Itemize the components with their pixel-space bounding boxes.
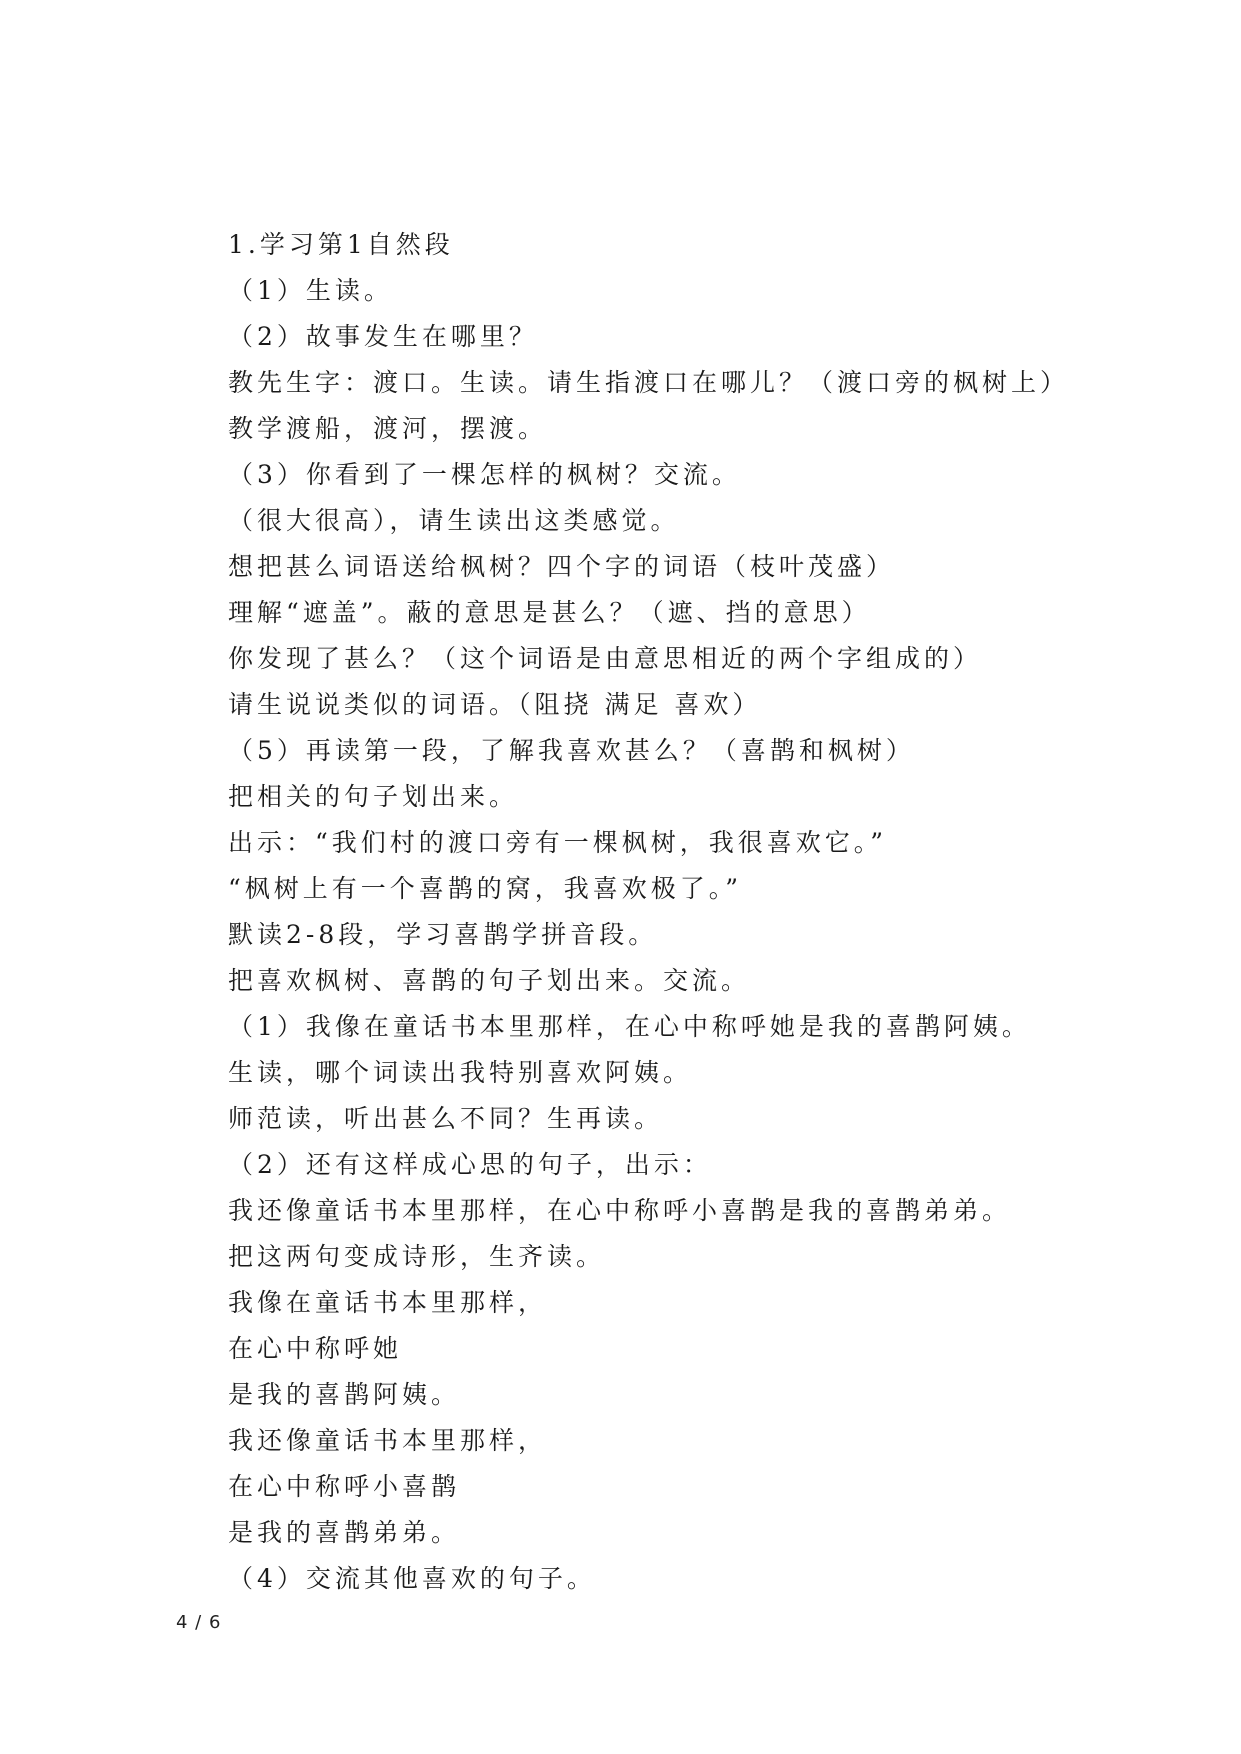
text-line: 把喜欢枫树、喜鹊的句子划出来。交流。 [228,966,751,995]
text-line: 我还像童话书本里那样，在心中称呼小喜鹊是我的喜鹊弟弟。 [228,1196,1012,1225]
text-line: 教学渡船，渡河，摆渡。 [228,414,548,443]
text-line: 师范读，听出甚么不同？生再读。 [228,1104,664,1133]
text-line: 把这两句变成诗形，生齐读。 [228,1242,606,1271]
text-line: （2）还有这样成心思的句子，出示： [228,1150,712,1179]
text-line: 想把甚么词语送给枫树？四个字的词语（枝叶茂盛） [228,552,896,581]
page-number: 4 / 6 [176,1612,222,1633]
text-line: （4）交流其他喜欢的句子。 [228,1564,596,1593]
poem-line: 我还像童话书本里那样， [228,1426,548,1455]
text-line: （2）故事发生在哪里？ [228,322,538,351]
text-line: （3）你看到了一棵怎样的枫树？交流。 [228,460,741,489]
text-line: “枫树上有一个喜鹊的窝，我喜欢极了。” [228,874,743,903]
text-line: 出示：“我们村的渡口旁有一棵枫树，我很喜欢它。” [228,828,888,857]
text-line: 默读2-8段，学习喜鹊学拼音段。 [228,920,658,949]
text-line: 把相关的句子划出来。 [228,782,519,811]
text-line: （1）生读。 [228,276,393,305]
poem-line: 在心中称呼她 [228,1334,403,1363]
text-line: 生读，哪个词读出我特别喜欢阿姨。 [228,1058,693,1087]
section-heading: 1.学习第1自然段 [228,230,454,259]
text-line: 理解“遮盖”。蔽的意思是甚么？（遮、挡的意思） [228,598,871,627]
text-line: 你发现了甚么？（这个词语是由意思相近的两个字组成的） [228,644,983,673]
text-line: （5）再读第一段，了解我喜欢甚么？（喜鹊和枫树） [228,736,915,765]
poem-line: 是我的喜鹊阿姨。 [228,1380,461,1409]
poem-line: 我像在童话书本里那样， [228,1288,548,1317]
text-line: （很大很高），请生读出这类感觉。 [228,506,680,535]
text-line: （1）我像在童话书本里那样，在心中称呼她是我的喜鹊阿姨。 [228,1012,1031,1041]
poem-line: 是我的喜鹊弟弟。 [228,1518,461,1547]
text-line: 请生说说类似的词语。（阻挠 满足 喜欢） [228,690,762,719]
document-body [228,222,1108,1602]
poem-line: 在心中称呼小喜鹊 [228,1472,461,1501]
text-line: 教先生字：渡口。生读。请生指渡口在哪儿？（渡口旁的枫树上） [228,368,1070,397]
